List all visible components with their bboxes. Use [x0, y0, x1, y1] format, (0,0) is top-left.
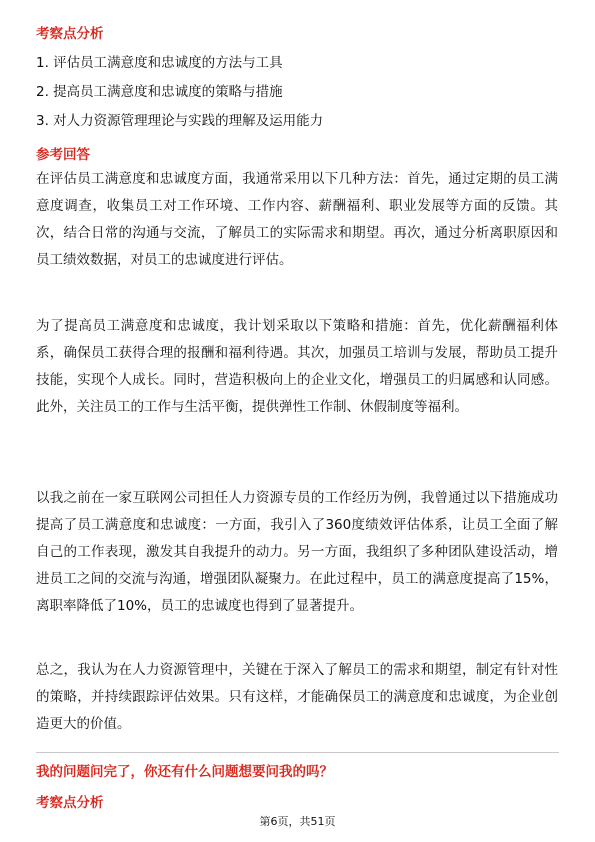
next-analysis-heading: 考察点分析 [36, 795, 104, 811]
analysis-item-1: 1. 评估员工满意度和忠诚度的方法与工具 [36, 55, 283, 71]
answer-paragraph-2: 为了提高员工满意度和忠诚度，我计划采取以下策略和措施：首先，优化薪酬福利体系，确保员工获得合理的报酬和福利待遇。其次，加强员工培训与发展，帮助员工提升技能，实现个人成长。同时，营造积极向上的企业文化，增强员工的归属感和认同感。此外，关注员工的工作与生活平衡，提供弹性工作制、休假制度等福利。 [36, 318, 558, 415]
answer-paragraph-3: 以我之前在一家互联网公司担任人力资源专员的工作经历为例，我曾通过以下措施成功提高了员工满意度和忠诚度：一方面，我引入了360度绩效评估体系，让员工全面了解自己的工作表现，激发其自我提升的动力。另一方面，我组织了多种团队建设活动，增进员工之间的交流与沟通，增强团队凝聚力。在此过程中，员工的满意度提高了15%，离职率降低了10%，员工的忠诚度也得到了显著提升。 [36, 490, 558, 614]
followup-question: 我的问题问完了，你还有什么问题想要问我的吗？ [36, 764, 333, 780]
analysis-item-2: 2. 提高员工满意度和忠诚度的策略与措施 [36, 84, 283, 100]
analysis-heading: 考察点分析 [36, 26, 104, 42]
answer-paragraph-1: 在评估员工满意度和忠诚度方面，我通常采用以下几种方法：首先，通过定期的员工满意度调查，收集员工对工作环境、工作内容、薪酬福利、职业发展等方面的反馈。其次，结合日常的沟通与交流，了解员工的实际需求和期望。再次，通过分析离职原因和员工绩效数据，对员工的忠诚度进行评估。 [36, 171, 558, 268]
page-number: 第6页，共51页 [259, 815, 336, 828]
analysis-item-3: 3. 对人力资源管理理论与实践的理解及运用能力 [36, 113, 324, 129]
section-divider [36, 752, 559, 753]
answer-paragraph-4: 总之，我认为在人力资源管理中，关键在于深入了解员工的需求和期望，制定有针对性的策略，并持续跟踪评估效果。只有这样，才能确保员工的满意度和忠诚度，为企业创造更大的价值。 [36, 662, 558, 732]
answer-heading: 参考回答 [36, 147, 90, 163]
